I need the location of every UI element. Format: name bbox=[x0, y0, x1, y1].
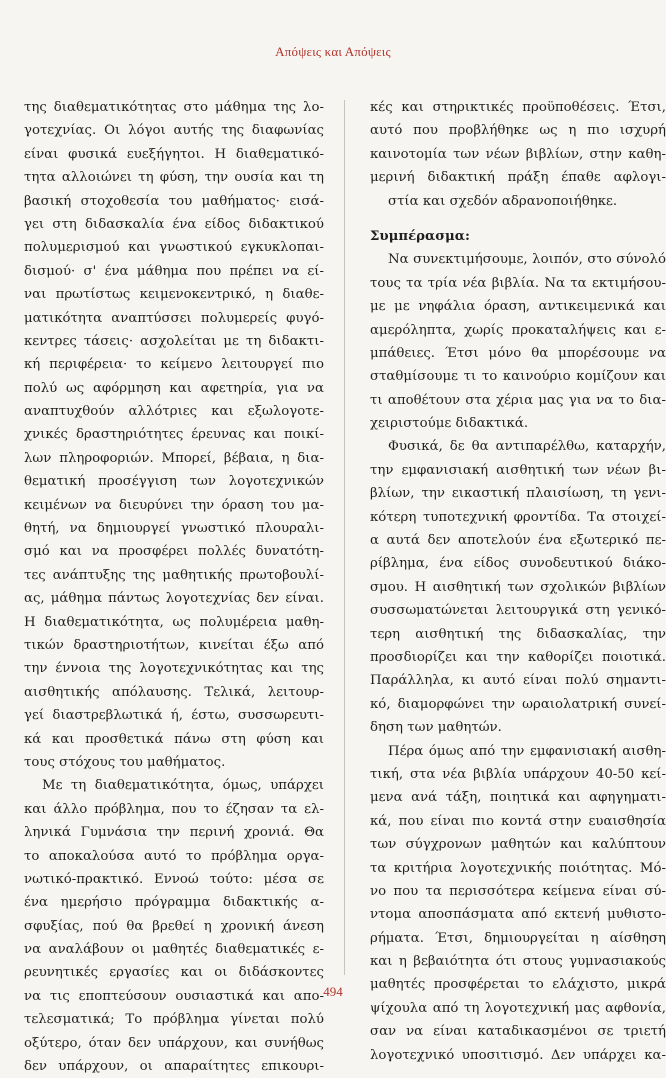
text-line: θητή, να δημιουργεί γνωστικό πλουραλι- bbox=[24, 521, 324, 537]
text-line: πολύ ως αφόρμηση και αφετηρία, για να bbox=[24, 380, 324, 396]
text-line: βασική στοχοθεσία του μαθήματος· εισά- bbox=[24, 193, 324, 209]
text-line: Συμπέρασμα: bbox=[370, 228, 470, 244]
text-line: τερη αισθητική της διδασκαλίας, την bbox=[370, 626, 666, 642]
running-header: Απόψεις και Απόψεις bbox=[275, 44, 391, 59]
text-line: ματικότητα αναπτύσσει πολυμερείς φυγό- bbox=[24, 310, 324, 326]
text-line: ψίχουλα από τη λογοτεχνική μας αφθονία, bbox=[370, 1000, 666, 1016]
text-line: Πέρα όμως από την εμφανισιακή αισθη- bbox=[388, 743, 666, 759]
text-line: και άλλο πρόβλημα, που το έζησαν τα ελ- bbox=[24, 801, 324, 817]
text-line: τικών δραστηριοτήτων, κινείται έξω από bbox=[24, 637, 324, 653]
text-line: κά, που είναι πιο κοντά στην ευαισθησία bbox=[370, 813, 666, 829]
text-line: ένα ημερήσιο πρόγραμμα διδακτικής α- bbox=[24, 895, 324, 911]
text-line: κές και στηρικτικές προϋποθέσεις. Έτσι, bbox=[370, 100, 666, 115]
text-line: το αποκαλούσα αυτό το πρόβλημα οργα- bbox=[24, 848, 324, 864]
text-line: ναι πρωτίστως κειμενοκεντρικό, η διαθε- bbox=[24, 287, 324, 303]
text-line: Φυσικά, δε θα αντιπαρέλθω, καταρχήν, bbox=[388, 439, 666, 455]
text-line: λογοτεχνικό υποσιτισμό. Δεν υπάρχει κα- bbox=[370, 1047, 666, 1063]
text-line: κότερη τυποτεχνική φροντίδα. Τα στοιχεί- bbox=[370, 509, 666, 525]
text-line: της διαθεματικότητας στο μάθημα της λο- bbox=[24, 100, 324, 115]
text-line: να αναλάβουν οι μαθητές διαθεματικές ε- bbox=[24, 942, 324, 958]
text-line: νωτικό-πρακτικό. Εννοώ τούτο: μέσα σε bbox=[24, 871, 324, 887]
text-line: τι αποθέτουν στα χέρια μας για να το δια- bbox=[370, 392, 666, 408]
text-line: γεί διαστρεβλωτικά ή, έστω, συσσωρευτι- bbox=[24, 708, 324, 724]
text-line: αισθητικής απόλαυσης. Τελικά, λειτουρ- bbox=[24, 684, 324, 700]
text-line: τους στόχους του μαθήματος. bbox=[24, 754, 226, 770]
text-line: κή περιφέρεια· το κείμενο λειτουργεί πιο bbox=[24, 357, 324, 373]
text-line: σαν να είναι καταδικασμένοι σε τριετή bbox=[370, 1024, 666, 1040]
section-gap bbox=[370, 213, 666, 225]
text-line: κά και προσθετικά πάνω στη φύση και bbox=[24, 731, 324, 747]
text-line: γοτεχνίας. Οι λόγοι αυτής της διαφωνίας bbox=[24, 123, 324, 139]
text-line: θεματική προσέγγιση των λογοτεχνικών bbox=[24, 474, 324, 490]
text-line: τους τα τρία νέα βιβλία. Να τα εκτιμήσου- bbox=[370, 275, 666, 291]
text-line: μπάθειες. Έτσι μόνο θα μπορέσουμε να bbox=[370, 345, 666, 361]
text-line: ρίβλημα, ένα είδος συνοδευτικού διάκο- bbox=[370, 556, 666, 572]
text-line: με με νηφάλια όραση, αντικειμενικά και bbox=[370, 299, 666, 315]
text-line: τελεσματικά; Το πρόβλημα γίνεται πολύ bbox=[24, 1012, 324, 1028]
text-line: λων πληροφοριών. Μπορεί, βέβαια, η δια- bbox=[24, 450, 324, 466]
page-number: 494 bbox=[323, 984, 343, 999]
text-line: την έννοια της λογοτεχνικότητας και της bbox=[24, 661, 324, 677]
text-line: κό, διαμορφώνει την ωραιολατρική συνεί- bbox=[370, 696, 666, 712]
text-line: στία και σχεδόν αδρανοποιήθηκε. bbox=[388, 193, 618, 209]
text-line: ντομα αποσπάσματα από εκτενή μυθιστο- bbox=[370, 907, 666, 923]
text-line: ας, μάθημα πάντως λογοτεχνίας δεν είναι. bbox=[24, 591, 324, 607]
text-line: σταθμίσουμε τι το καινούριο κομίζουν και bbox=[370, 369, 666, 385]
text-line: προσδιορίζει και την καθορίζει ποιοτικά. bbox=[370, 649, 666, 665]
text-line: οξύτερο, όταν δεν υπάρχουν, και συνήθως bbox=[24, 1035, 324, 1051]
text-line: δηση των μαθητών. bbox=[370, 720, 502, 736]
text-line: δισμού· σ' ένα μάθημα που πρέπει να εί- bbox=[24, 263, 324, 279]
text-line: Να συνεκτιμήσουμε, λοιπόν, στο σύνολό bbox=[388, 252, 666, 268]
text-line: καινοτομία των νέων βιβλίων, στην καθη- bbox=[370, 146, 666, 162]
text-line: μενα ανά τάξη, ποιητικά και αφηγηματι- bbox=[370, 790, 666, 806]
text-line: κεντρες τάσεις· ασχολείται με τη διδακτι- bbox=[24, 333, 324, 349]
text-line: ληνικά Γυμνάσια την περινή χρονιά. Θα bbox=[24, 825, 324, 841]
text-line: ρευνητικές εργασίες και οι διδάσκοντες bbox=[24, 965, 324, 981]
text-line: συσσωματώνεται λειτουργικά στη γενικό- bbox=[370, 603, 666, 619]
right-column bbox=[370, 96, 666, 1067]
text-line: α αυτά δεν αποτελούν ένα εξωτερικό πε- bbox=[370, 533, 666, 549]
text-line: αμερόληπτα, χωρίς προκαταλήψεις και ε- bbox=[370, 322, 666, 338]
text-line: Με τη διαθεματικότητα, όμως, υπάρχει bbox=[42, 778, 324, 794]
text-line: τα κριτήρια λογοτεχνικής ποιότητας. Μό- bbox=[370, 860, 666, 876]
text-line: και η βεβαιότητα ότι στους γυμνασιακούς bbox=[370, 954, 666, 970]
text-line: πολυμερισμού και γνωστικού εγκυκλοπαι- bbox=[24, 240, 324, 256]
text-line: είναι φυσικά ευεξήγητοι. Η διαθεματικό- bbox=[24, 146, 324, 162]
text-line: δεν υπάρχουν, οι απαραίτητες επικουρι- bbox=[24, 1059, 324, 1075]
text-line: κειμένων να διευρύνει την όραση του μα- bbox=[24, 497, 324, 513]
text-line: αναπτυχθούν αλλότριες και εξωλογοτε- bbox=[24, 404, 324, 420]
text-line: μαθητές προσφέρεται το ελάχιστο, μικρά bbox=[370, 977, 666, 993]
left-column bbox=[24, 96, 324, 1078]
text-line: να τις εποπτεύσουν ουσιαστικά και απο- bbox=[24, 988, 324, 1004]
text-line: νο που τα περισσότερα κείμενα είναι σύ- bbox=[370, 883, 666, 899]
text-line: σφυξίας, πού θα βρεθεί η χρονική άνεση bbox=[24, 918, 324, 934]
text-line: σμό και να προσφέρει πολλές δυνατότη- bbox=[24, 544, 324, 560]
text-line: των σύγχρονων μαθητών και καλύπτουν bbox=[370, 837, 666, 853]
text-line: βλίων, την εικαστική πλαισίωση, τη γενι- bbox=[370, 486, 666, 502]
text-line: χνικές δραστηριότητες έρευνας και ποικί- bbox=[24, 427, 324, 443]
text-line: τική, στα νέα βιβλία υπάρχουν 40-50 κεί- bbox=[370, 766, 666, 782]
text-line: Η διαθεματικότητα, ως πολυμέρεια μαθη- bbox=[24, 614, 324, 630]
text-line: τητα αλλοιώνει τη φύση, την ουσία και τη bbox=[24, 170, 324, 186]
text-line: αυτό που προβλήθηκε ως η πιο ισχυρή bbox=[370, 123, 666, 139]
text-line: τες ανάπτυξης της μαθητικής πρωτοβουλί- bbox=[24, 567, 324, 583]
text-line: ρήματα. Έτσι, δημιουργείται η αίσθηση bbox=[370, 930, 666, 946]
column-divider bbox=[344, 100, 345, 975]
text-line: σμου. Η αισθητική των σχολικών βιβλίων bbox=[370, 579, 666, 595]
text-line: μερινή διδακτική πράξη έπαθε αφλογι- bbox=[370, 170, 666, 186]
text-line: γει στη διδασκαλία ένα είδος διδακτικού bbox=[24, 216, 324, 232]
text-line: την εμφανισιακή αισθητική των νέων βι- bbox=[370, 462, 666, 478]
text-line: Παράλληλα, κι αυτό είναι πολύ σημαντι- bbox=[370, 673, 666, 689]
text-line: χειριστούμε διδακτικά. bbox=[370, 416, 529, 432]
